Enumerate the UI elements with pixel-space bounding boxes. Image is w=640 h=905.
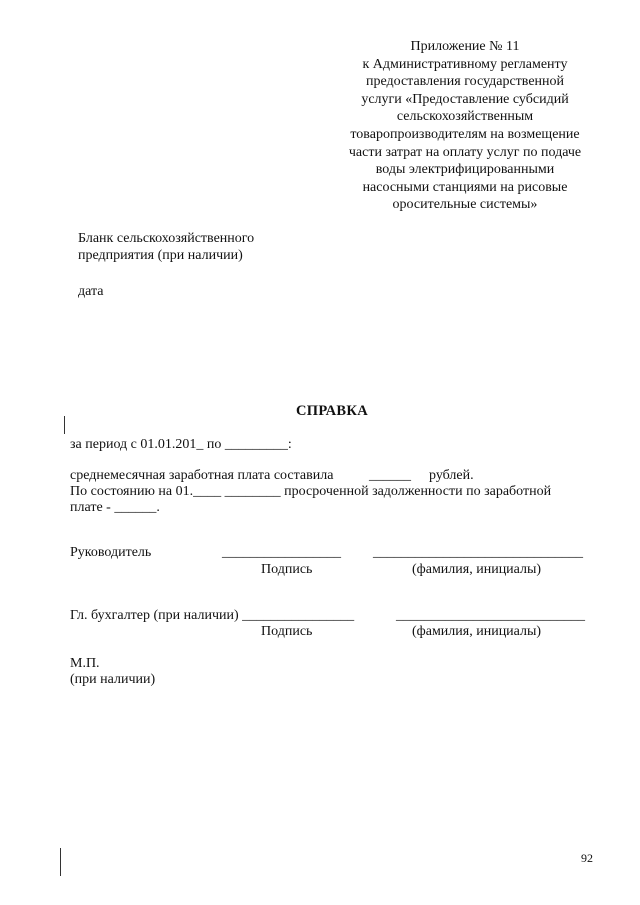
appendix-line: оросительные системы» [392,197,538,213]
document-title: СПРАВКА [296,403,368,419]
appendix-line: Приложение № 11 [410,39,520,54]
letterhead-line-2: предприятия (при наличии) [78,248,243,263]
period-line: за период с 01.01.201_ по _________: [70,437,292,452]
accountant-label: Гл. бухгалтер (при наличии) ________________ [70,608,355,623]
appendix-line: товаропроизводителям на возмещение [350,126,580,142]
salary-unit: рублей. [429,468,474,483]
stamp-note: (при наличии) [70,672,156,687]
salary-blank: ______ [369,468,411,483]
director-label: Руководитель [70,545,152,560]
appendix-line: сельскохозяйственным [396,109,534,125]
left-margin-mark [64,416,65,434]
accountant-name-line: ___________________________ [396,608,585,623]
appendix-line: услуги «Предоставление субсидий [361,91,569,107]
bottom-margin-mark [60,848,61,876]
director-sign-caption: Подпись [261,562,313,577]
stamp-label: М.П. [70,656,100,671]
page-number: 92 [581,851,593,865]
appendix-block [330,38,600,214]
appendix-line: воды электрифицированными [375,162,555,178]
appendix-line: насосными станциями на рисовые [362,179,568,195]
director-sign-line: _________________ [222,545,341,560]
director-name-line: ______________________________ [373,545,583,560]
arrears-line-2: плате - ______. [70,500,160,515]
appendix-line: предоставления государственной [365,74,565,90]
director-name-caption: (фамилия, инициалы) [412,562,542,577]
appendix-line: части затрат на оплату услуг по подаче [348,144,582,160]
arrears-line-1: По состоянию на 01.____ ________ просроченной задолженности по заработной [70,484,552,499]
accountant-name-caption: (фамилия, инициалы) [412,624,542,639]
letterhead-line-1: Бланк сельскохозяйственного [78,231,255,246]
accountant-sign-caption: Подпись [261,624,313,639]
appendix-line: к Административному регламенту [362,56,568,72]
date-label: дата [78,284,104,299]
salary-label: среднемесячная заработная плата составила [70,468,334,483]
